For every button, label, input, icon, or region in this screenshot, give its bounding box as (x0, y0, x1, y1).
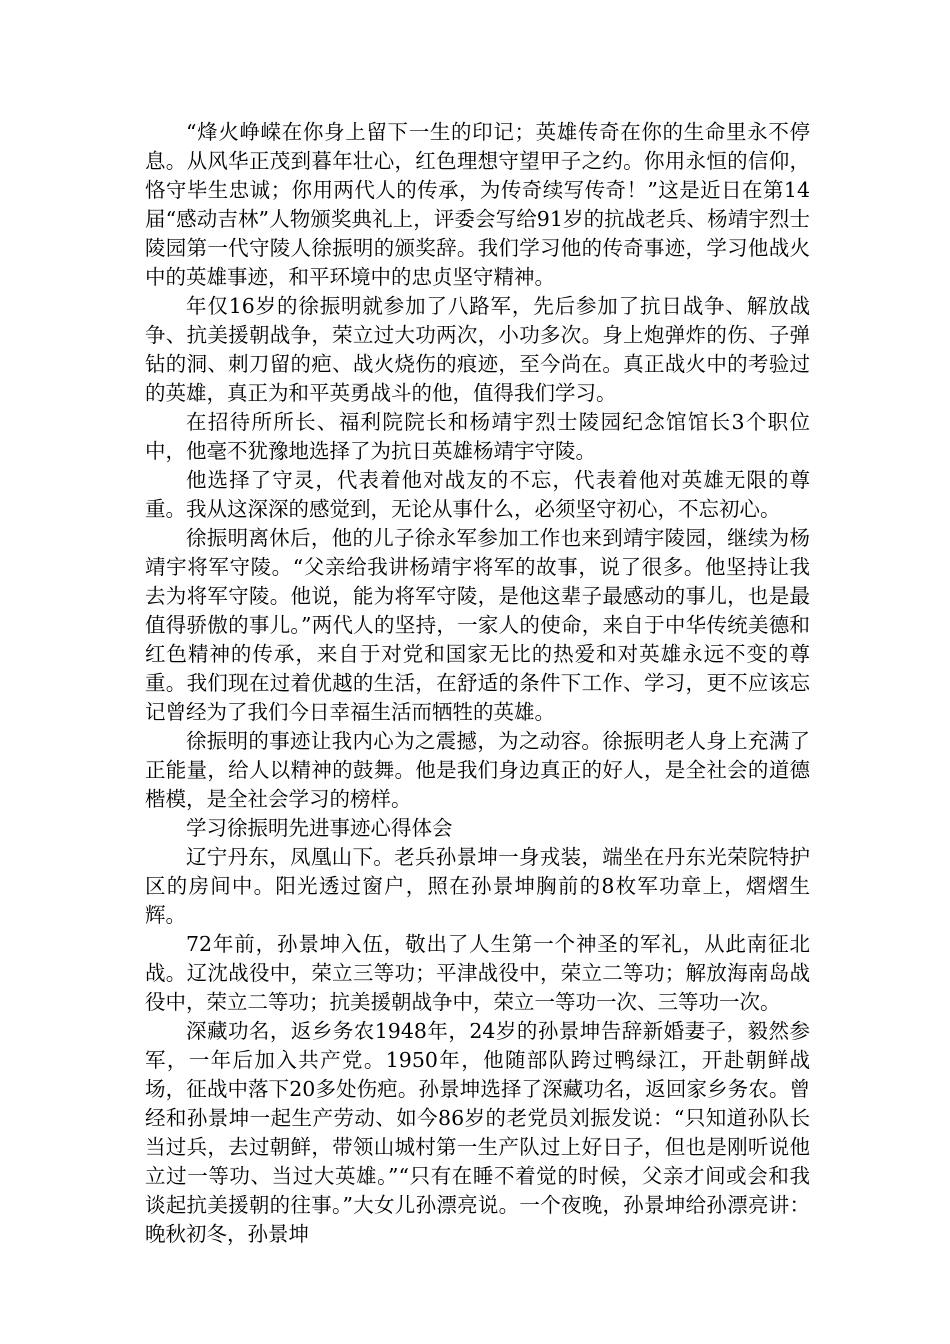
paragraph-5: 徐振明离休后，他的儿子徐永军参加工作也来到靖宇陵园，继续为杨靖宇将军守陵。“父亲给我讲杨靖宇将军的故事，说了很多。他坚持让我去为将军守陵。他说，能为将军守陵，是他这辈子最感动的事儿，也是最值得骄傲的事儿。”两代人的坚持，一家人的使命，来自于中华传统美德和红色精神的传承，来自于对党和国家无比的热爱和对英雄永远不变的尊重。我们现在过着优越的生活，在舒适的条件下工作、学习，更不应该忘记曾经为了我们今日幸福生活而牺牲的英雄。 (145, 526, 810, 724)
paragraph-7: 辽宁丹东，凤凰山下。老兵孙景坤一身戎装，端坐在丹东光荣院特护区的房间中。阳光透过窗户，照在孙景坤胸前的8枚军功章上，熠熠生辉。 (145, 845, 810, 927)
paragraph-6: 徐振明的事迹让我内心为之震撼，为之动容。徐振明老人身上充满了正能量，给人以精神的鼓舞。他是我们身边真正的好人，是全社会的道德楷模，是全社会学习的榜样。 (145, 729, 810, 811)
paragraph-2: 年仅16岁的徐振明就参加了八路军，先后参加了抗日战争、解放战争、抗美援朝战争，荣立过大功两次，小功多次。身上炮弹炸的伤、子弹钻的洞、刺刀留的疤、战火烧伤的痕迹，至今尚在。真正战火中的考验过的英雄，真正为和平英勇战斗的他，值得我们学习。 (145, 294, 810, 405)
paragraph-8: 72年前，孙景坤入伍，敬出了人生第一个神圣的军礼，从此南征北战。辽沈战役中，荣立三等功；平津战役中，荣立二等功；解放海南岛战役中，荣立二等功；抗美援朝战争中，荣立一等功一次、三等功一次。 (145, 932, 810, 1014)
paragraph-3: 在招待所所长、福利院院长和杨靖宇烈士陵园纪念馆馆长3个职位中，他毫不犹豫地选择了为抗日英雄杨靖宇守陵。 (145, 410, 810, 463)
paragraph-9: 深藏功名，返乡务农1948年，24岁的孙景坤告辞新婚妻子，毅然参军，一年后加入共产党。1950年，他随部队跨过鸭绿江，开赴朝鲜战场，征战中落下20多处伤疤。孙景坤选择了深藏功名，返回家乡务农。曾经和孙景坤一起生产劳动、如今86岁的老党员刘振发说：“只知道孙队长当过兵，去过朝鲜，带领山城村第一生产队过上好日子，但也是刚听说他立过一等功、当过大英雄。”“只有在睡不着觉的时候，父亲才间或会和我谈起抗美援朝的往事。”大女儿孙漂亮说。一个夜晚，孙景坤给孙漂亮讲：晚秋初冬，孙景坤 (145, 1019, 810, 1246)
paragraph-4: 他选择了守灵，代表着他对战友的不忘，代表着他对英雄无限的尊重。我从这深深的感觉到，无论从事什么，必须坚守初心，不忘初心。 (145, 468, 810, 521)
section-heading: 学习徐振明先进事迹心得体会 (186, 816, 453, 840)
document-body (145, 118, 810, 1249)
paragraph-1: “烽火峥嵘在你身上留下一生的印记；英雄传奇在你的生命里永不停息。从风华正茂到暮年壮心，红色理想守望甲子之约。你用永恒的信仰，恪守毕生忠诚；你用两代人的传承，为传奇续写传奇！”这是近日在第14届“感动吉林”人物颁奖典礼上，评委会写给91岁的抗战老兵、杨靖宇烈士陵园第一代守陵人徐振明的颁奖辞。我们学习他的传奇事迹，学习他战火中的英雄事迹，和平环境中的忠贞坚守精神。 (145, 120, 810, 289)
